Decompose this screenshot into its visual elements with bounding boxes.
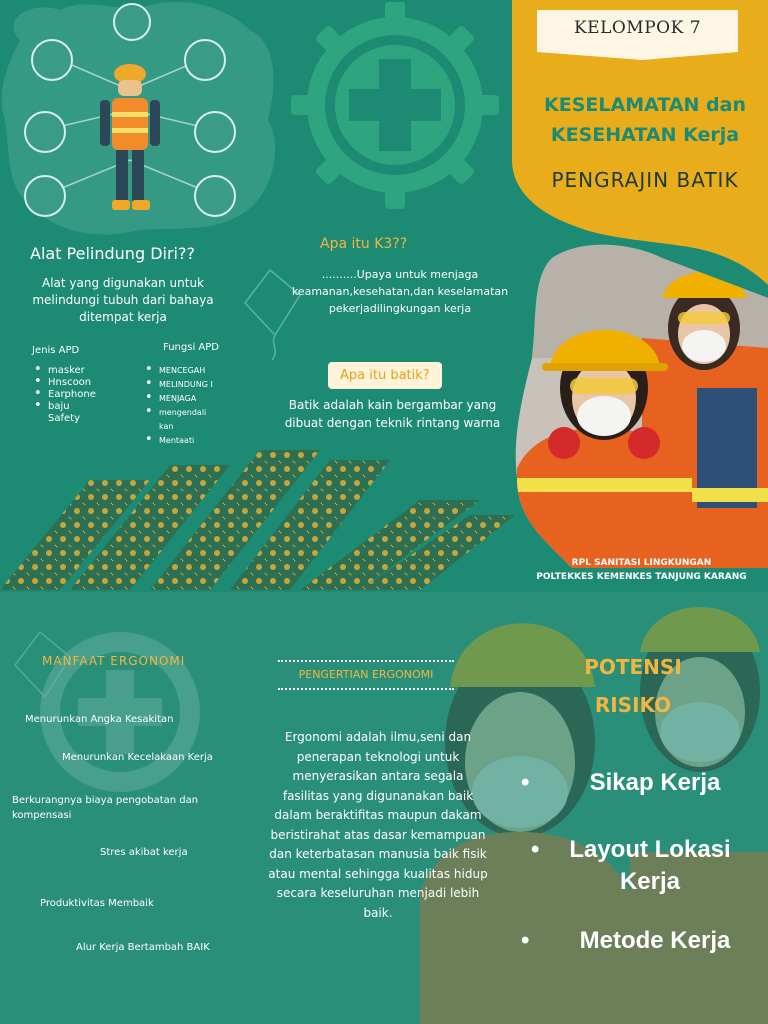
page-title [522, 90, 768, 150]
manfaat-item: Produktivitas Membaik [40, 898, 154, 909]
institution-text [515, 556, 768, 584]
institution-line-1: RPL SANITASI LINGKUNGAN [571, 558, 712, 568]
list-item: • masker [34, 365, 114, 377]
k3-description: ..........Upaya untuk menjaga keamanan,kesehatan,dan keselamatan pekerjadilingkungan kerja [291, 268, 509, 315]
divider [278, 660, 454, 662]
gloves-icon [25, 176, 65, 216]
manfaat-item: Stres akibat kerja [100, 847, 188, 858]
manfaat-item: Alur Kerja Bertambah BAIK [76, 942, 210, 953]
pengertian-text: Ergonomi adalah ilmu,seni dan penerapan teknologi untuk menyerasikan antara segala fasilitas yang digunanakan baik dalam beraktifitas maupun dakam beristirahat atas dasar kemampuan dan keterbatasan manusia baik fisik atau mental sehingga kualitas hidup secara keseluruhan menjadi lebih baik. [268, 730, 488, 920]
list-item: • MENCEGAH [145, 364, 225, 378]
manfaat-item: Berkurangnya biaya pengobatan dan kompensasi [12, 795, 199, 821]
batik-pattern [0, 420, 520, 592]
manfaat-item: Menurunkan Angka Kesakitan [25, 714, 174, 725]
list-item: • MELINDUNG I [145, 378, 219, 392]
batik-description: Batik adalah kain bergambar yang dibuat dengan teknik rintang warna [284, 398, 501, 430]
list-item: • baju Safety [34, 401, 98, 425]
first-aid-cross-icon [290, 2, 500, 212]
goggles-icon [32, 40, 72, 80]
list-item: • mengendali kan [145, 406, 219, 434]
apd-description: Alat yang digunakan untuk melindungi tubuh dari bahaya ditempat kerja [32, 276, 214, 324]
list-item: • Hnscoon [34, 377, 114, 389]
list-item: • Metode Kerja [555, 926, 755, 956]
apd-heading: Alat Pelindung Diri?? [30, 244, 195, 263]
risiko-heading-line-2: RISIKO [594, 693, 672, 717]
list-item: • Sikap Kerja [555, 768, 755, 798]
manfaat-heading: MANFAAT ERGONOMI [42, 654, 186, 668]
manfaat-item: Menurunkan Kecelakaan Kerja [62, 752, 213, 763]
list-item: • MENJAGA [145, 392, 225, 406]
list-item: • Layout Lokasi Kerja [565, 834, 735, 898]
title-line-1: KESELAMATAN dan [544, 94, 746, 116]
jenis-apd-heading: Jenis APD [32, 345, 80, 356]
batik-heading: Apa itu batik? [328, 362, 442, 389]
fungsi-apd-heading: Fungsi APD [163, 342, 219, 353]
risiko-heading [548, 648, 718, 724]
goggles-icon [185, 40, 225, 80]
page-subtitle: PENGRAJIN BATIK [551, 168, 739, 192]
workers-photo [512, 238, 768, 568]
vest-icon [195, 112, 235, 152]
front-worker [517, 330, 692, 568]
group-label: KELOMPOK 7 [573, 18, 702, 38]
mask-icon [25, 112, 65, 152]
risiko-list [555, 762, 755, 956]
list-item: • Mentaati [145, 434, 225, 448]
apd-illustration [0, 0, 280, 240]
kite-icon [10, 627, 80, 727]
title-line-2: KESEHATAN Kerja [550, 124, 740, 146]
boots-icon [195, 176, 235, 216]
pengertian-heading: PENGERTIAN ERGONOMI [298, 668, 434, 681]
bottom-panel [0, 592, 768, 1024]
risiko-heading-line-1: POTENSI [584, 655, 682, 679]
k3-heading: Apa itu K3?? [320, 236, 408, 252]
jenis-apd-list [34, 365, 114, 425]
list-item: • Earphone [34, 389, 114, 401]
institution-line-2: POLTEKKES KEMENKES TANJUNG KARANG [536, 572, 747, 582]
divider [278, 688, 454, 690]
hard-hat-icon [114, 4, 150, 40]
